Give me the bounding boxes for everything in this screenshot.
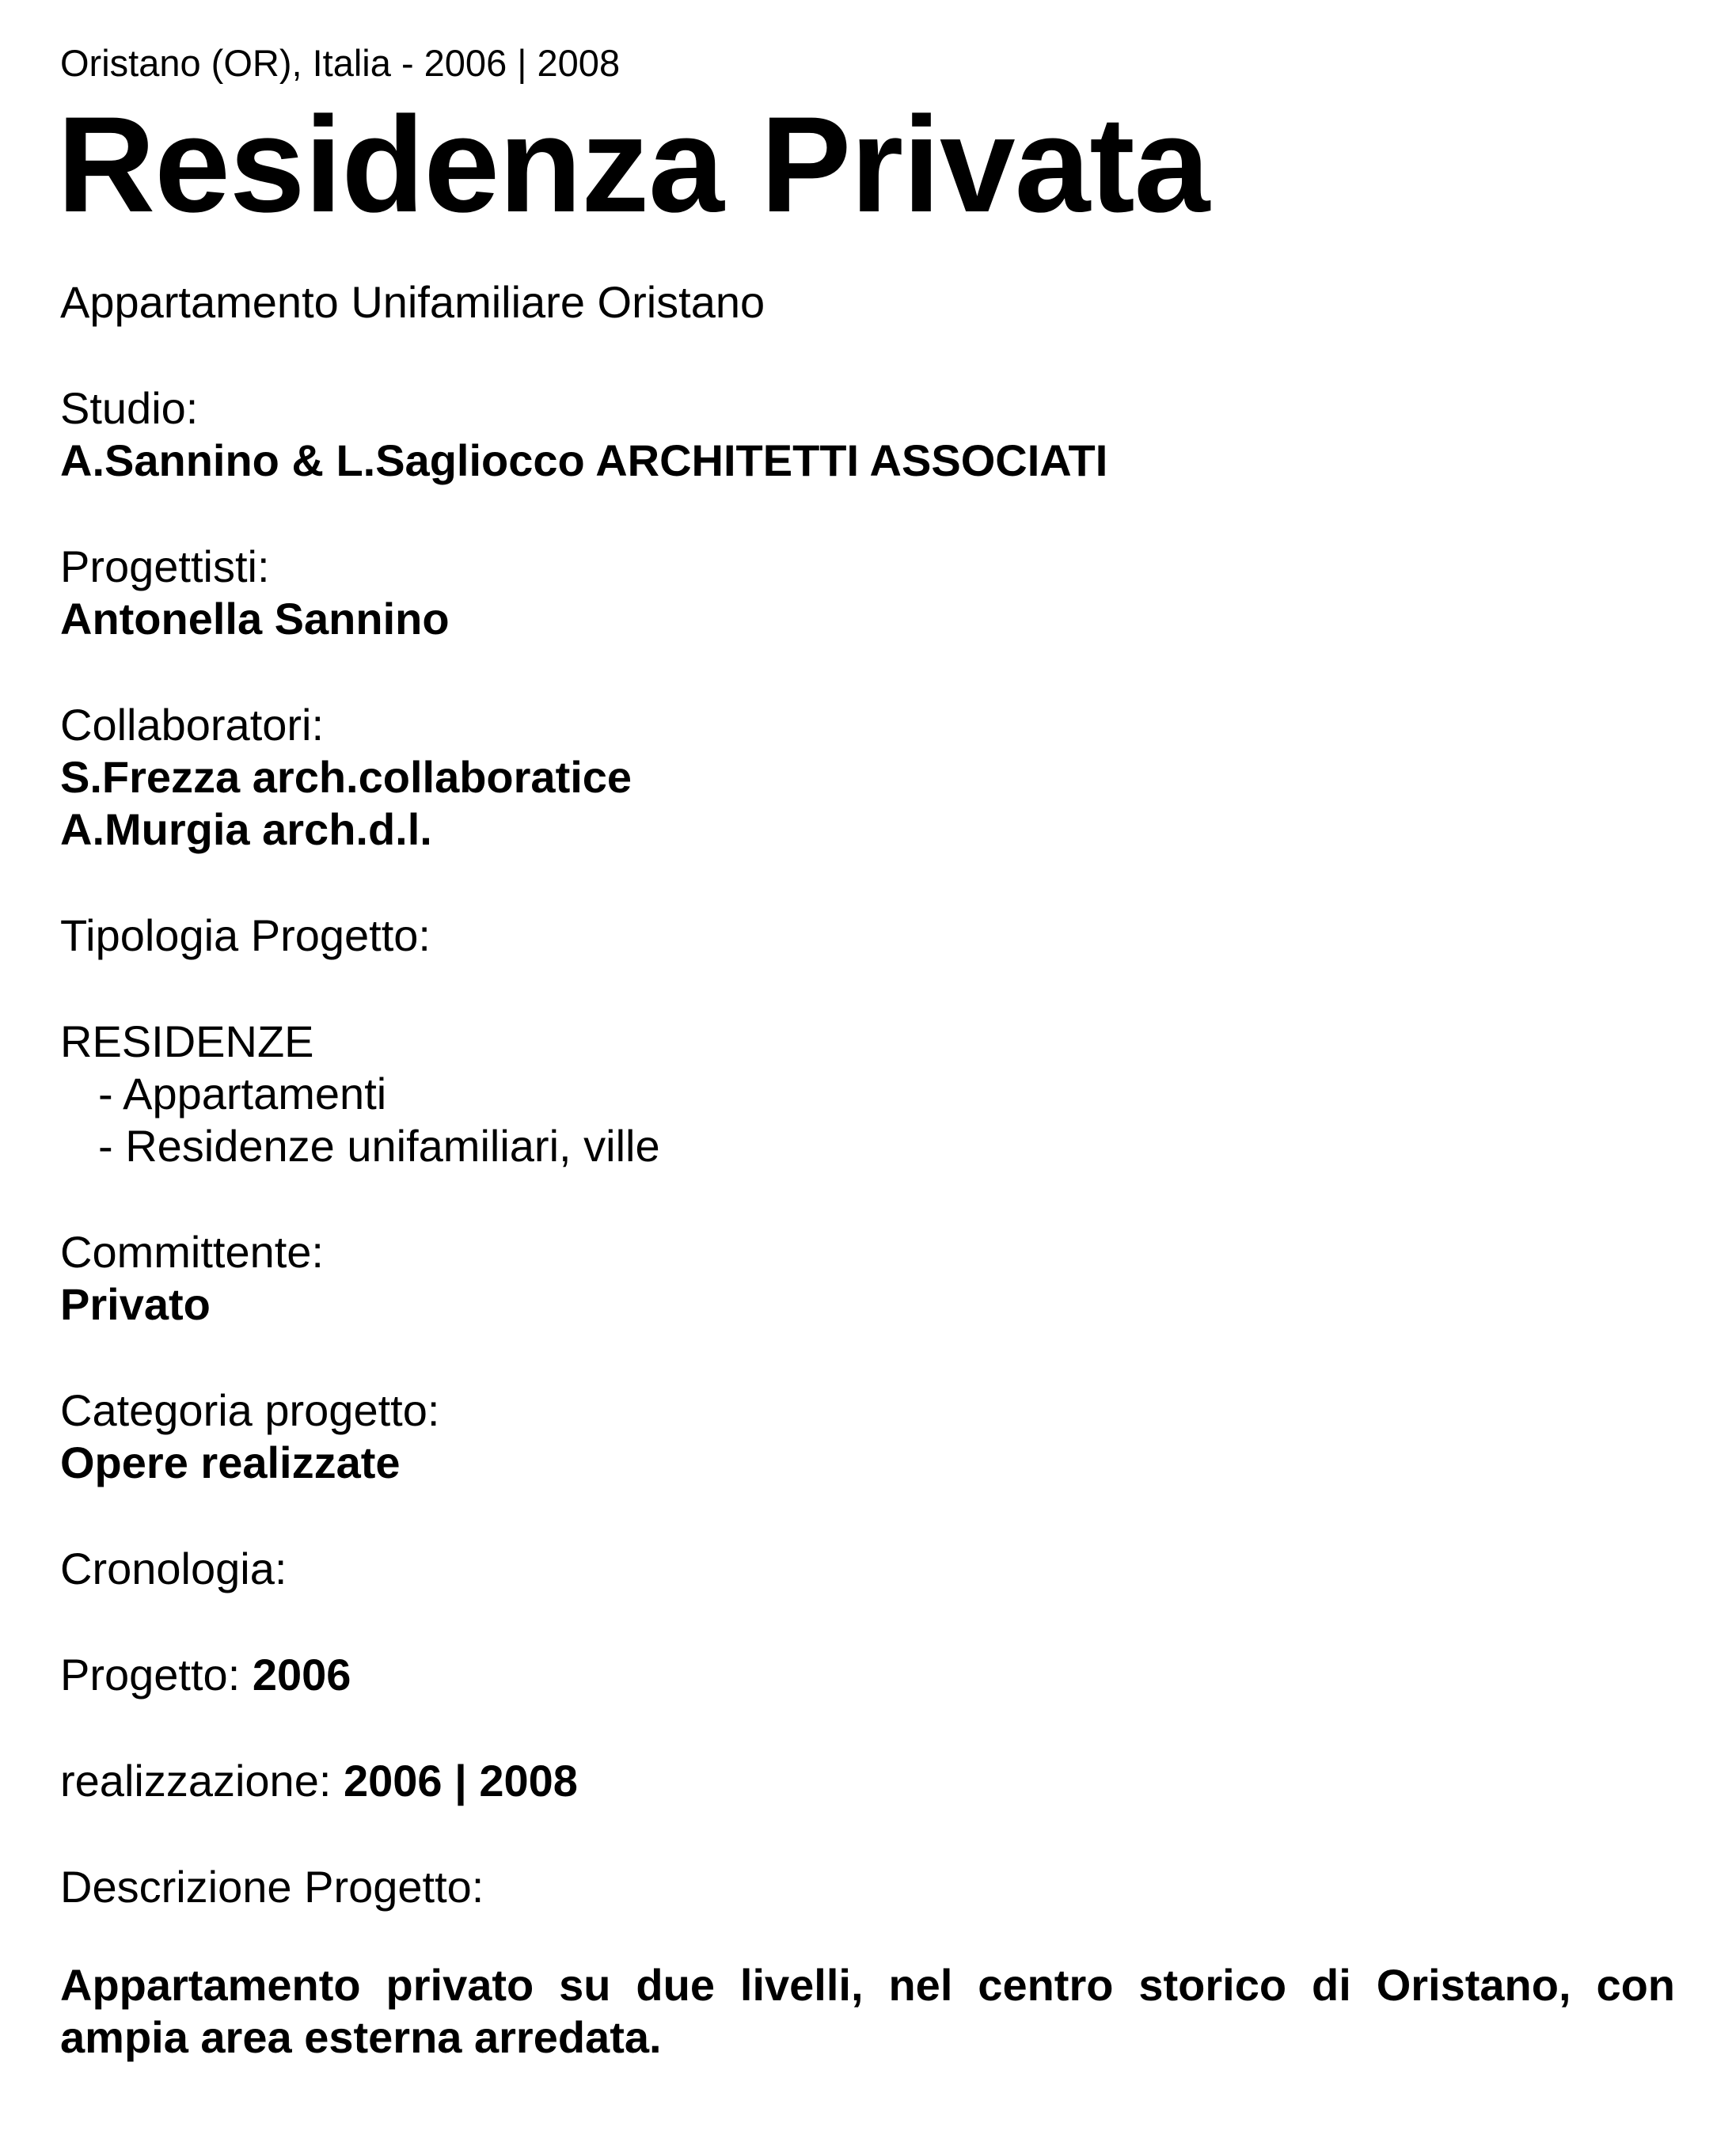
committente-value: Privato [60, 1279, 211, 1329]
progetto-row [60, 1648, 351, 1702]
progetto-label: Progetto: [60, 1650, 241, 1700]
categoria-label: Categoria progetto: [60, 1385, 440, 1435]
collaboratori-label: Collaboratori: [60, 700, 325, 750]
cronologia-label: Cronologia: [60, 1544, 287, 1593]
realizzazione-value: 2006 | 2008 [343, 1756, 578, 1806]
studio-label: Studio: [60, 383, 199, 433]
collaboratore-item: A.Murgia arch.d.l. [60, 804, 432, 854]
descrizione-label: Descrizione Progetto: [60, 1862, 484, 1912]
subtitle: Appartamento Unifamiliare Oristano [60, 277, 765, 327]
progettisti-label: Progettisti: [60, 541, 270, 591]
progettisti-value: Antonella Sannino [60, 594, 450, 644]
studio-value: A.Sannino & L.Sagliocco ARCHITETTI ASSOCIATI [60, 435, 1108, 485]
page-title: Residenza Privata [57, 89, 1210, 241]
collaboratore-item: S.Frezza arch.collaboratice [60, 752, 632, 802]
categoria-value: Opere realizzate [60, 1437, 401, 1487]
realizzazione-label: realizzazione: [60, 1756, 332, 1806]
tipologia-label: Tipologia Progetto: [60, 910, 431, 960]
progetto-value: 2006 [252, 1650, 351, 1700]
tipologia-category: RESIDENZE [60, 1016, 314, 1066]
descrizione-text: Appartamento privato su due livelli, nel centro storico di Oristano, con ampia area esterna arredata. [60, 1960, 1675, 2062]
location-line: Oristano (OR), Italia - 2006 | 2008 [60, 42, 621, 84]
committente-label: Committente: [60, 1227, 324, 1277]
tipologia-item: - Appartamenti [98, 1069, 387, 1118]
realizzazione-row [60, 1754, 578, 1808]
tipologia-item: - Residenze unifamiliari, ville [98, 1121, 660, 1171]
